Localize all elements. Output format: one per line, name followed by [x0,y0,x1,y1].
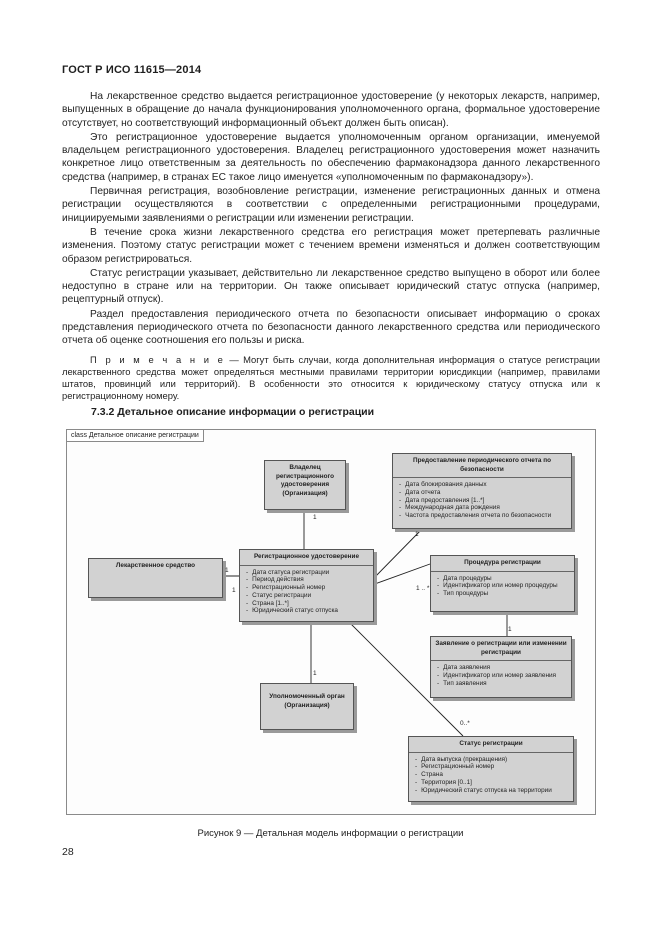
section-title: 7.3.2 Детальное описание информации о регистрации [91,406,375,418]
class-application [430,636,572,698]
class-attribute: - Регистрационный номер [415,763,569,771]
multiplicity-proc-appl: 1 [508,626,512,633]
class-attribute: - Период действия [246,576,369,584]
class-title: Заявление о регистрации или изменении регистрации [431,637,571,661]
class-attribute: - Международная дата рождения [399,504,567,512]
paragraph: Раздел предоставления периодического отчета по безопасности описывает информацию о сроках представления периодического отчета по безопасности данного лекарственного средства или периодического отчета об оценке соотношения его пользы и риска. [62,308,600,347]
class-attribute: - Дата статуса регистрации [246,569,369,577]
uml-diagram [66,429,596,815]
class-status [408,736,574,802]
connector-proc-cert [372,564,430,585]
note-label: П р и м е ч а н и е [90,353,226,365]
class-attribute: - Страна [1..*] [246,600,369,608]
paragraph: На лекарственное средство выдается регистрационное удостоверение (у некоторых лекарств, например, выпущенных в обращение до начала функционирования уполномоченного органа, формальное удостоверение отсутствует, но соответствующий информационный объект должен быть описан). [62,91,600,129]
class-attribute: - Дата блокирования данных [399,481,567,489]
class-attribute: - Тип процедуры [437,590,570,598]
class-attribute: - Тип заявления [437,680,567,688]
body-text [62,90,600,403]
class-attribute: - Статус регистрации [246,592,369,600]
class-attribute: - Регистрационный номер [246,584,369,592]
class-drug [88,558,223,598]
class-attribute: - Юридический статус отпуска на территории [415,787,569,795]
class-title: Предоставление периодического отчета по безопасности [393,454,571,478]
note-text: — Могут быть случаи, когда дополнительная информация о статусе регистрации лекарственного средства может определяться местными правилами территории юрисдикции (например, правилами штатов, провинций или территорий). В особенности это относится к юридическому статусу отпуска или к регистрационному номеру. [62,353,600,401]
multiplicity-cert-left: 1 [232,587,236,594]
paragraph: Статус регистрации указывает, действительно ли лекарственное средство выпущено в оборот или более недоступно в стране или на территории. Он также описывает юридический статус отпуска (например, рецептурный отпуск). [62,267,600,306]
page-number: 28 [62,846,74,858]
multiplicity-proc-cert: 1 .. * [416,585,430,592]
class-authority [260,683,354,730]
class-owner [264,460,346,510]
class-attribute: - Юридический статус отпуска [246,607,369,615]
class-attribute: - Дата процедуры [437,575,570,583]
class-attribute: - Идентификатор или номер процедуры [437,582,570,590]
document-header: ГОСТ Р ИСО 11615—2014 [62,64,202,76]
class-attribute: - Идентификатор или номер заявления [437,672,567,680]
class-title: Владелец регистрационного удостоверения (Организация) [275,464,335,497]
class-title: Процедура регистрации [431,556,574,572]
class-title: Регистрационное удостоверение [240,550,373,566]
paragraph: Это регистрационное удостоверение выдается уполномоченным органом организации, именуемой владельцем регистрационного удостоверения. Владелец регистрационного удостоверения может назначить конкретное лицо ответственным за деятельность по обеспечению фармаконадзора данного лекарственного средства (например, в странах ЕС такое лицо именуется «уполномоченным по фармаконадзору»). [62,131,600,183]
class-title: Статус регистрации [409,737,573,753]
class-cert [239,549,374,622]
class-attribute: - Дата заявления [437,664,567,672]
multiplicity-status-cert: 0..* [460,720,470,727]
class-attribute: - Частота предоставления отчета по безопасности [399,512,567,520]
paragraph: Первичная регистрация, возобновление регистрации, изменение регистрационных данных и отмена регистрации осуществляются в соответствии с определенными регистрационными процедурами, инициируемыми заявлениями о регистрации или изменении регистрации. [62,186,600,224]
class-attribute: - Дата отчета [399,489,567,497]
paragraph: В течение срока жизни лекарственного средства его регистрация может претерпевать различные изменения. Поэтому статус регистрации может с течением времени изменяться и должен соответствующим образом регистрироваться. [62,226,600,265]
class-attribute: - Страна [415,771,569,779]
class-attribute: - Дата предоставления [1..*] [399,497,567,505]
class-title: Лекарственное средство [115,562,196,569]
multiplicity-auth-cert: 1 [313,670,317,677]
diagram-tab: class Детальное описание регистрации [67,430,204,442]
class-attribute: - Дата выпуска (прекращения) [415,756,569,764]
class-attribute: - Территория [0..1] [415,779,569,787]
multiplicity-drug-cert: 1 [225,567,229,574]
figure-caption: Рисунок 9 — Детальная модель информации о регистрации [197,828,464,839]
multiplicity-owner-cert: 1 [313,514,317,521]
multiplicity-psur-cert: 1 [415,531,419,538]
note [62,354,600,402]
class-psur [392,453,572,529]
class-title: Уполномоченный орган (Организация) [269,693,345,709]
class-procedure [430,555,575,612]
